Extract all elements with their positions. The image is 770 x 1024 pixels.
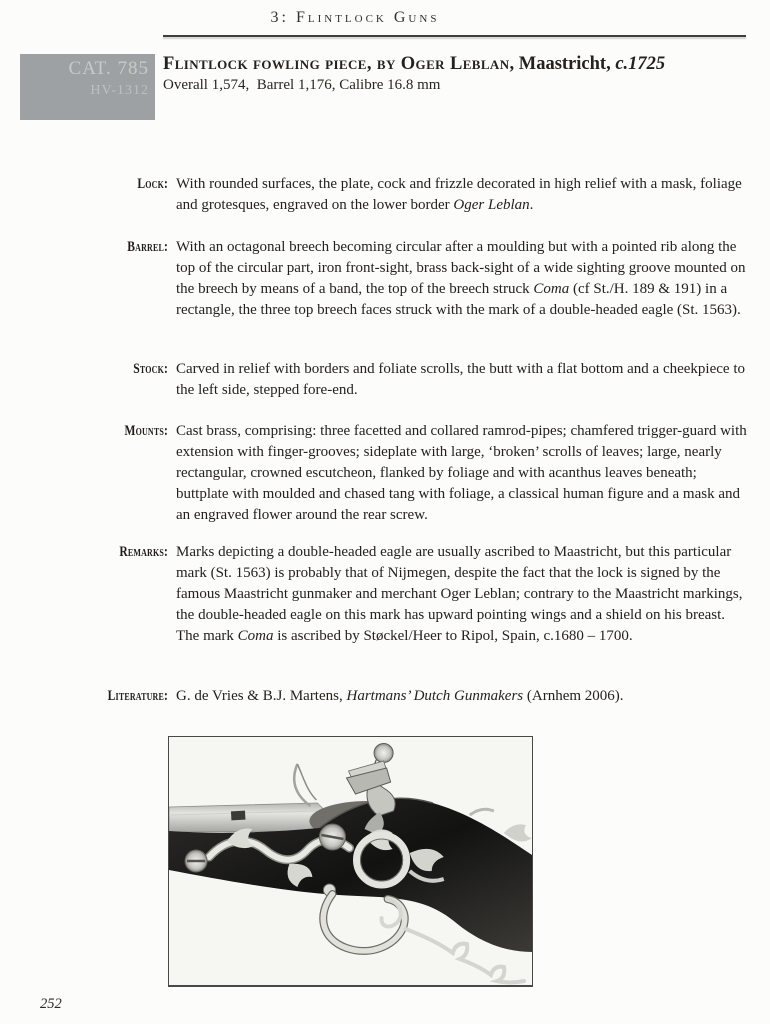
catalog-number-box [20, 54, 155, 120]
section-label: Barrel: [127, 239, 168, 255]
page-number: 252 [40, 996, 62, 1012]
entry-section-literature [0, 686, 753, 707]
entry-title-block [163, 52, 753, 94]
gun-photo [168, 736, 533, 987]
section-label: Literature: [107, 688, 168, 704]
section-text: With an octagonal breech becoming circular after a moulding but with a pointed rib along the top of the circular part, iron front-sight, brass back-sight of a wide sighting groove mounted on the breech by means of a band, the top of the breech struck Coma (cf St./H. 189 & 191) in a rectangle, the three top breech faces struck with the mark of a double-headed eagle (St. 1563). [176, 239, 746, 318]
section-text: Carved in relief with borders and foliate scrolls, the butt with a flat bottom and a cheekpiece to the left side, stepped fore-end. [176, 361, 745, 398]
object-location: , Maastricht, [509, 54, 616, 74]
section-label: Remarks: [119, 544, 168, 560]
object-name: Flintlock fowling piece, by Oger Leblan [163, 54, 510, 74]
header-rule [163, 35, 746, 37]
entry-section-barrel [0, 237, 753, 321]
chapter-header: 3: Flintlock Guns [270, 9, 440, 26]
inventory-number: HV-1312 [90, 83, 149, 98]
section-text: With rounded surfaces, the plate, cock and frizzle decorated in high relief with a mask, foliage and grotesques, engraved on the lower border Oger Leblan. [176, 176, 742, 213]
object-date: c.1725 [615, 54, 666, 74]
section-text: G. de Vries & B.J. Martens, Hartmans’ Dutch Gunmakers (Arnhem 2006). [176, 688, 624, 704]
entry-title [163, 52, 753, 76]
entry-section-stock [0, 359, 753, 401]
gun-barrel [169, 803, 331, 832]
gun-photo-illustration [169, 737, 532, 985]
object-measurements: Overall 1,574, Barrel 1,176, Calibre 16.8 mm [163, 77, 441, 93]
section-text: Marks depicting a double-headed eagle are usually ascribed to Maastricht, but this particular mark (St. 1563) is probably that of Nijmegen, despite the fact that the lock is signed by the famous Maastricht gunmaker and merchant Oger Leblan; contrary to the Maastricht markings, the double-headed eagle on this mark has upward pointing wings and a shield on his breast. The mark Coma is ascribed by Støckel/Heer to Ripol, Spain, c.1680 – 1700. [176, 544, 743, 644]
barrel-stamp-mark [231, 811, 245, 821]
entry-section-lock [0, 174, 753, 216]
catalog-number: CAT. 785 [68, 58, 149, 79]
entry-section-remarks [0, 542, 753, 647]
section-label: Mounts: [124, 423, 168, 439]
section-label: Stock: [133, 361, 168, 377]
entry-section-mounts [0, 421, 753, 526]
section-text: Cast brass, comprising: three facetted and collared ramrod-pipes; chamfered trigger-guard with extension with finger-grooves; sideplate with large, ‘broken’ scrolls of leaves; large, nearly rectangular, crowned escutcheon, flanked by foliage and with acanthus leaves beneath; buttplate with moulded and chased tang with foliage, a classical human figure and a mask and an engraved flower around the rear screw. [176, 423, 747, 523]
section-label: Lock: [137, 176, 168, 192]
